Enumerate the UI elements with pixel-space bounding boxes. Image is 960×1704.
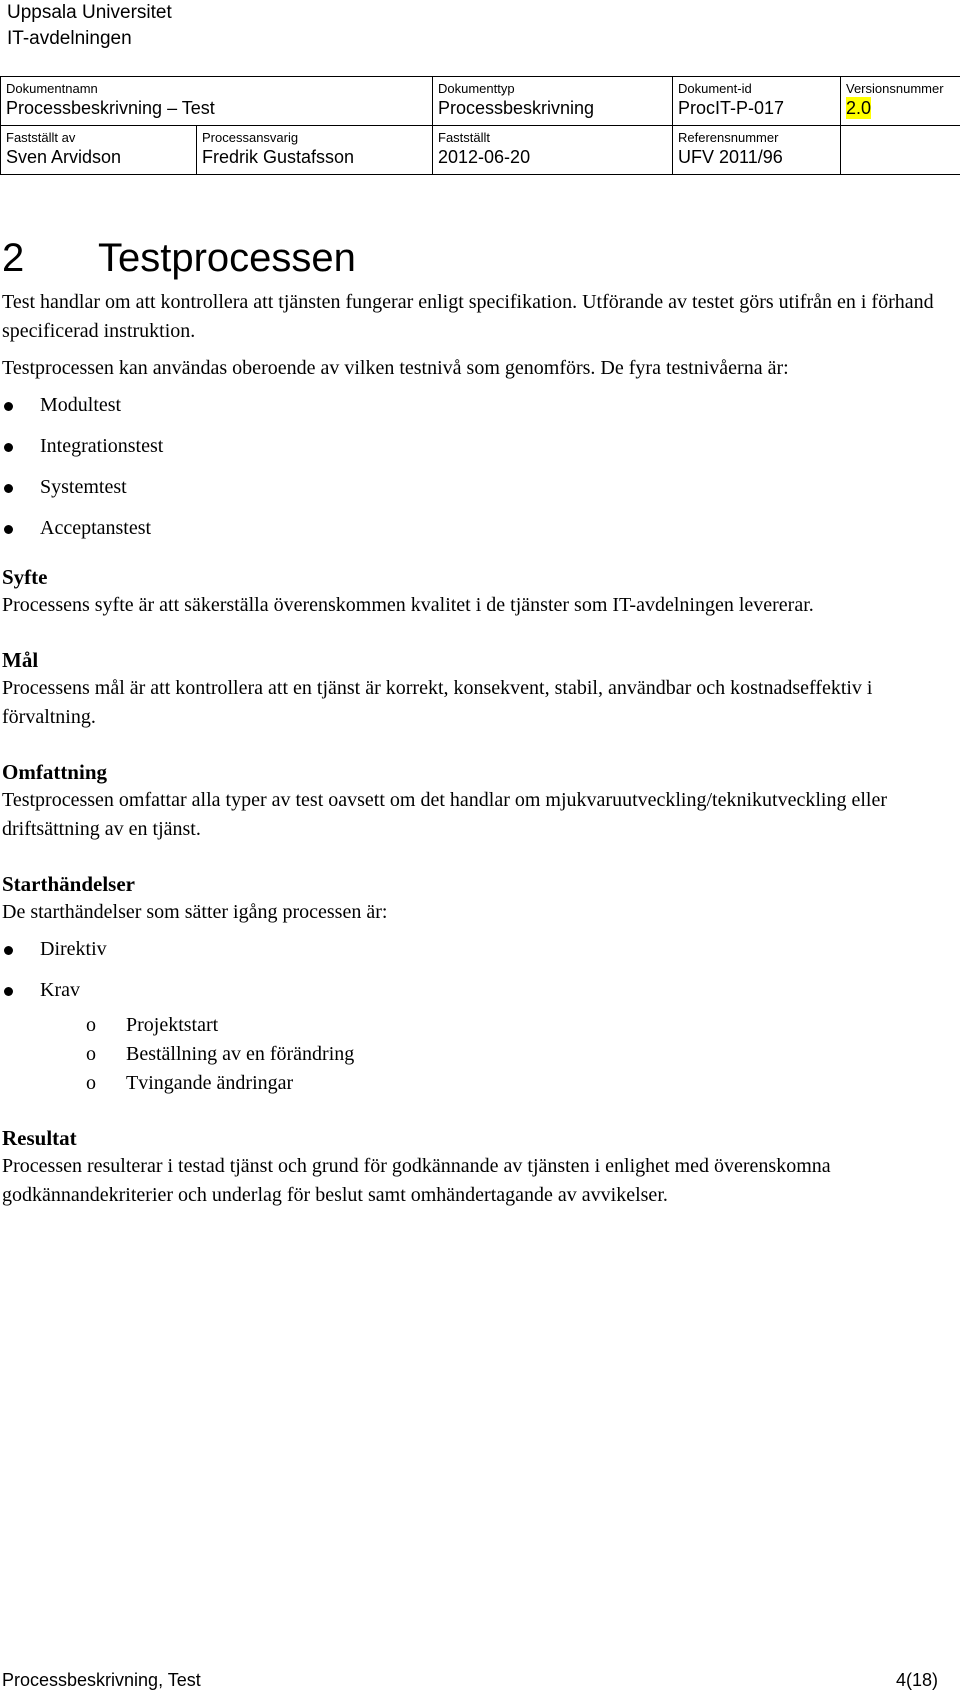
metadata-cell-document-name: Dokumentnamn Processbeskrivning – Test [1,77,433,126]
metadata-cell-version: Versionsnummer 2.0 [841,77,960,126]
chapter-number: 2 [2,236,25,280]
section-heading-omfattning: Omfattning [2,760,107,784]
intro-paragraph-1: Test handlar om att kontrollera att tjänsten fungerar enligt specifikation. Utförande av testet görs utifrån en i förhand specificerad instruktion. [2,291,934,342]
section-heading-starthandelser: Starthändelser [2,872,135,896]
list-item: o Beställning av en förändring [2,1040,952,1069]
list-item: Systemtest [2,473,952,502]
section-text-starthandelser: De starthändelser som sätter igång processen är: [2,901,388,923]
footer-document-title: Processbeskrivning, Test [2,1670,201,1690]
section-text-omfattning: Testprocessen omfattar alla typer av test oavsett om det handlar om mjukvaruutveckling/teknikutveckling eller driftsättning av en tjänst. [2,789,887,840]
document-body [2,232,952,1210]
metadata-cell-process-owner: Processansvarig Fredrik Gustafsson [197,126,433,175]
chapter-title: Testprocessen [98,236,356,280]
section-heading-mal: Mål [2,648,39,672]
document-header [7,0,172,52]
metadata-cell-reference-number: Referensnummer UFV 2011/96 [673,126,841,175]
list-item: Acceptanstest [2,514,952,543]
metadata-row-1 [1,77,960,126]
test-levels-list [2,391,952,543]
list-item: Integrationstest [2,432,952,461]
section-text-mal: Processens mål är att kontrollera att en tjänst är korrekt, konsekvent, stabil, användbar och kostnadseffektiv i förvaltning. [2,677,873,728]
page-number: 4(18) [895,1670,938,1690]
list-item: o Projektstart [2,1011,952,1040]
list-item: o Tvingande ändringar [2,1069,952,1098]
start-events-list [2,935,952,1098]
intro-paragraph-2: Testprocessen kan användas oberoende av vilken testnivå som genomförs. De fyra testnivåerna är: [2,357,789,379]
krav-sublist [40,1011,952,1098]
metadata-cell-document-type: Dokumenttyp Processbeskrivning [433,77,673,126]
chapter-heading [2,232,952,284]
document-metadata-table [0,76,960,175]
list-item: Direktiv [2,935,952,964]
metadata-cell-empty [841,126,960,175]
section-heading-resultat: Resultat [2,1126,77,1150]
section-text-resultat: Processen resulterar i testad tjänst och grund för godkännande av tjänsten i enlighet med överenskomna godkännandekriterier och underlag för beslut samt omhändertagande av avvikelser. [2,1155,831,1206]
metadata-row-2 [1,126,960,175]
version-number: 2.0 [846,98,872,118]
metadata-cell-approved-by: Fastställt av Sven Arvidson [1,126,197,175]
section-text-syfte: Processens syfte är att säkerställa överenskommen kvalitet i de tjänster som IT-avdelningen levererar. [2,594,814,616]
organization-name: Uppsala Universitet [7,2,172,23]
page-footer [2,1668,938,1692]
metadata-cell-document-id: Dokument-id ProcIT-P-017 [673,77,841,126]
section-heading-syfte: Syfte [2,565,48,589]
list-item-krav: Krav o Projektstart o Beställning av en förändring o Tvingande ändringar [2,976,952,1098]
department-name: IT-avdelningen [7,28,132,49]
metadata-cell-approved-date: Fastställt 2012-06-20 [433,126,673,175]
list-item: Modultest [2,391,952,420]
